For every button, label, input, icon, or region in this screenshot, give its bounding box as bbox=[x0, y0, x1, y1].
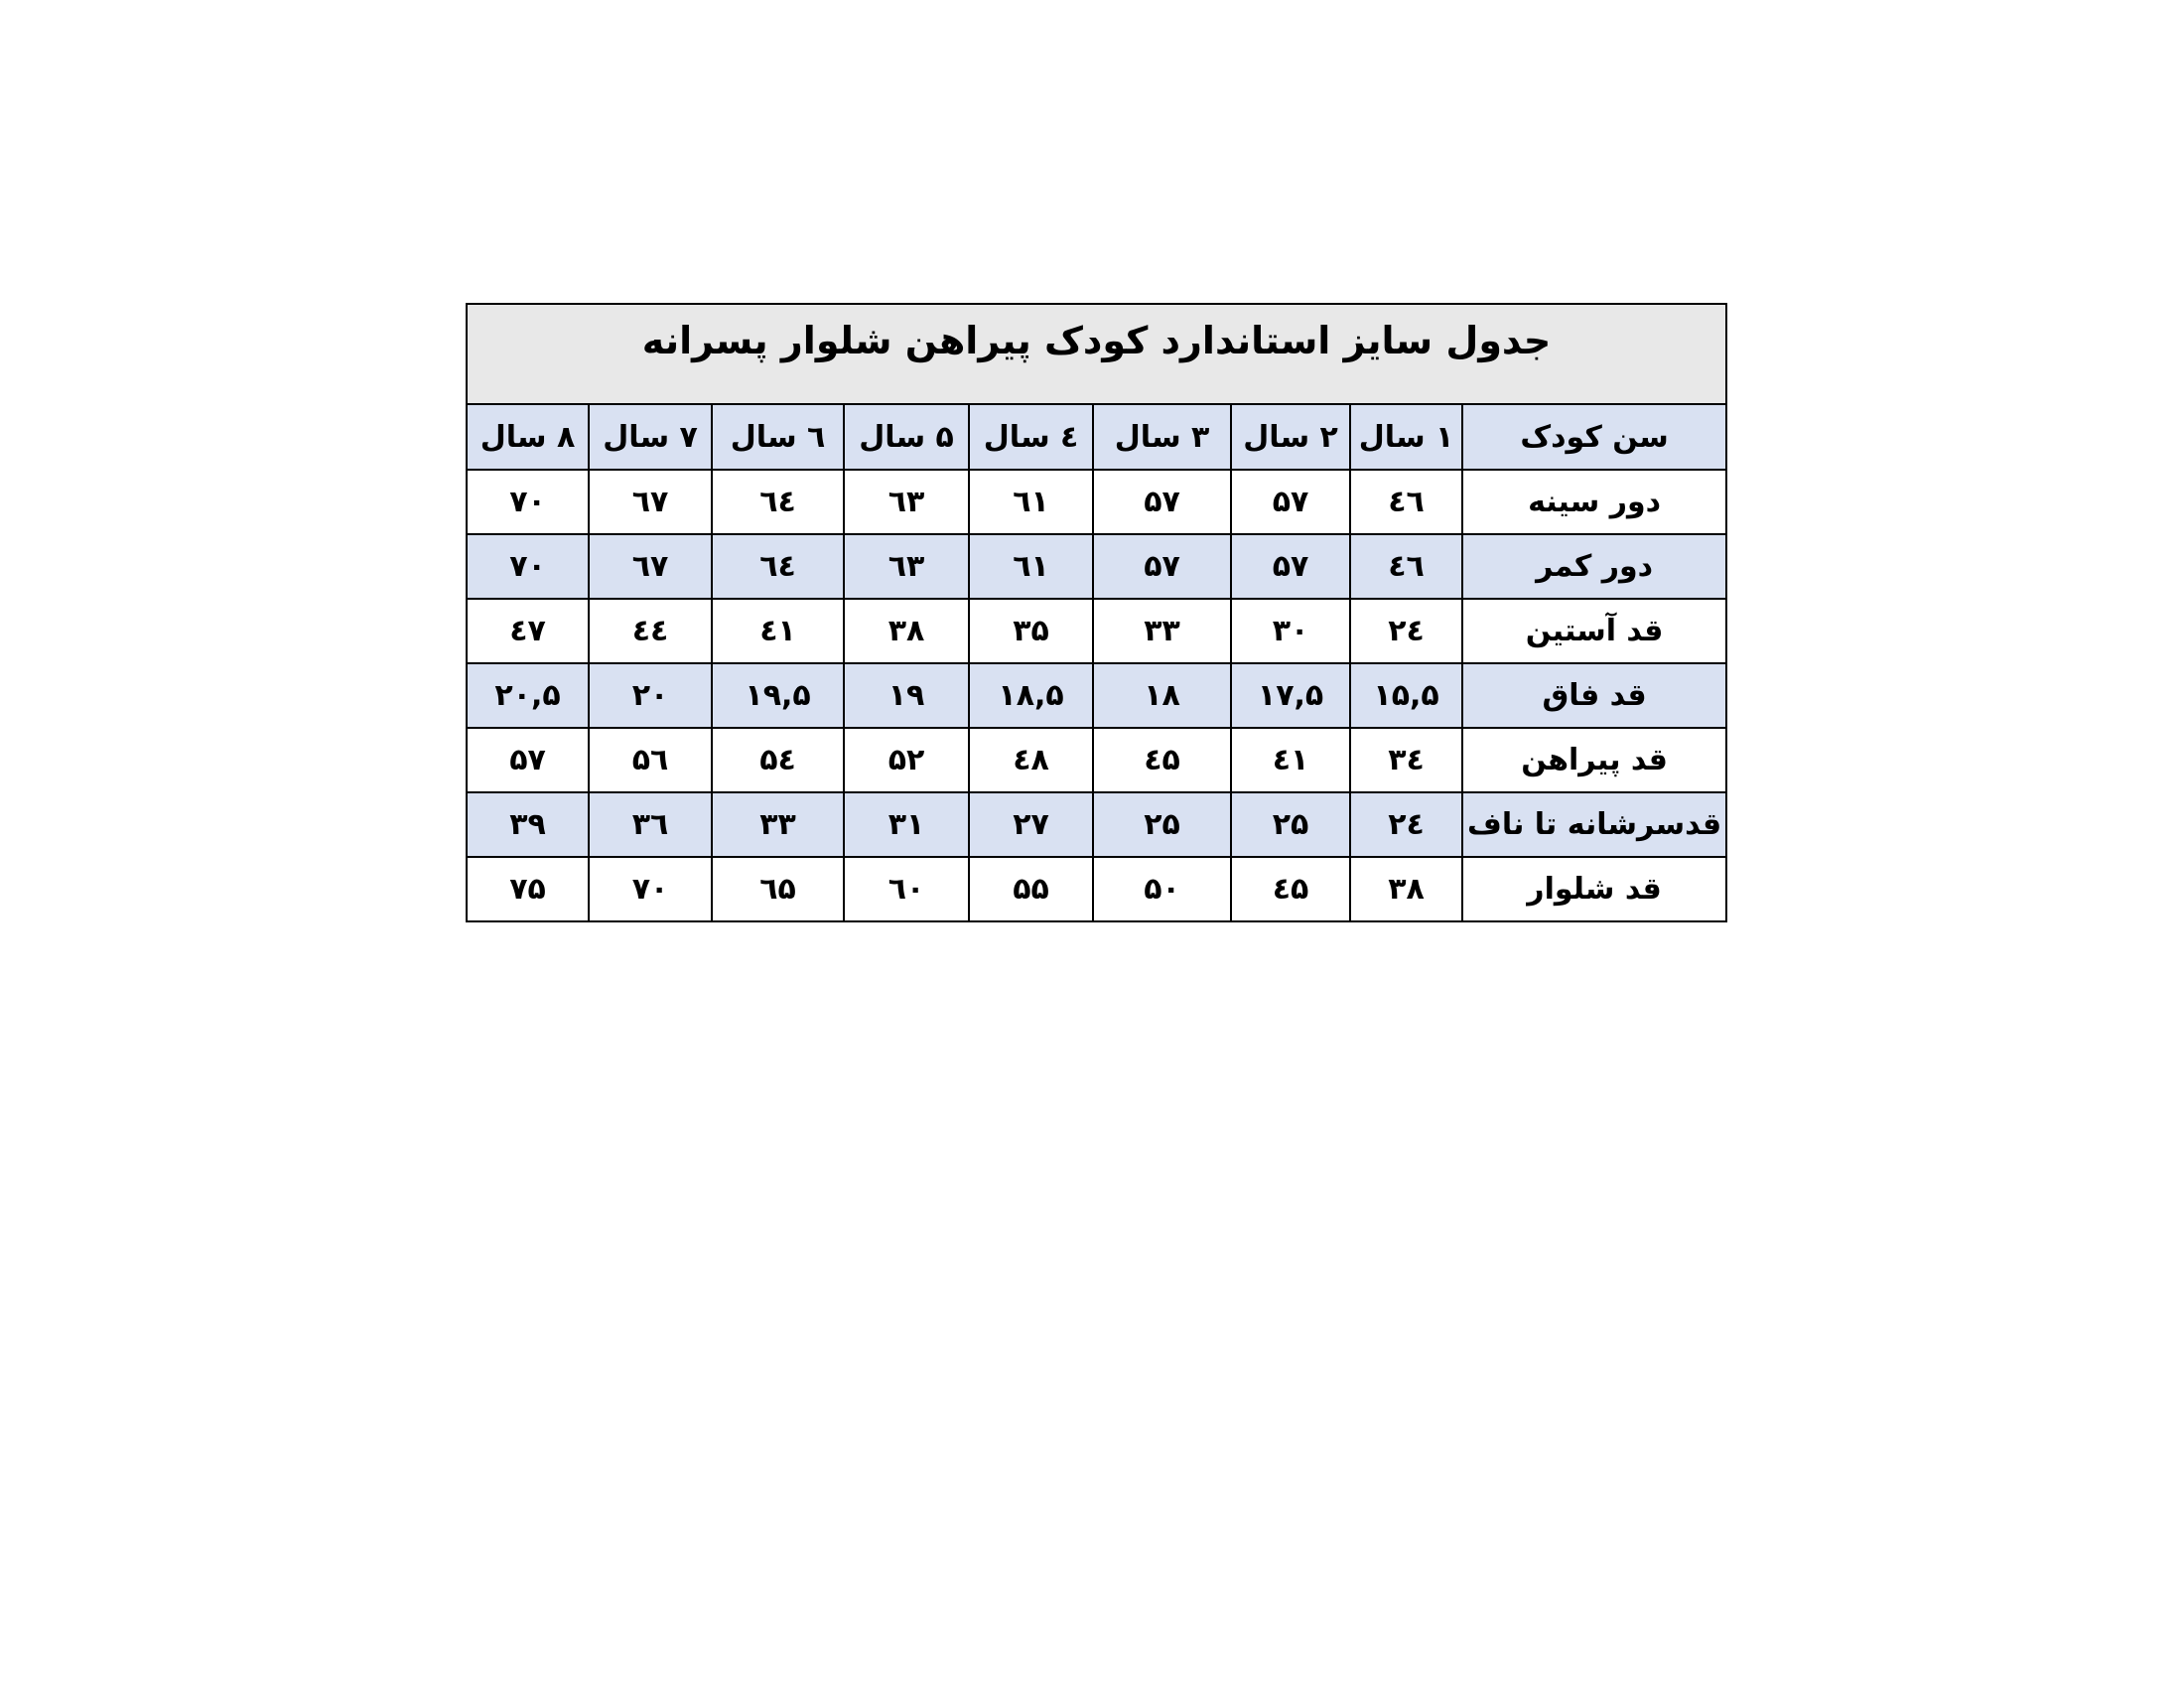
table-cell: ٦٤ bbox=[712, 470, 844, 534]
table-cell: ۳٤ bbox=[1350, 728, 1462, 792]
header-age-8: ۸ سال bbox=[467, 404, 589, 470]
table-cell: ۲۵ bbox=[1093, 792, 1231, 857]
table-row bbox=[467, 470, 1726, 534]
table-cell: ٤۷ bbox=[467, 599, 589, 663]
table-title-row bbox=[467, 304, 1726, 404]
table-body bbox=[467, 470, 1726, 921]
size-chart-table bbox=[466, 303, 1727, 922]
table-cell: ٦۷ bbox=[589, 470, 712, 534]
table-cell: ۷۰ bbox=[467, 534, 589, 599]
table-header-row bbox=[467, 404, 1726, 470]
row-label: دور سینه bbox=[1462, 470, 1726, 534]
table-cell: ٦۰ bbox=[844, 857, 969, 921]
table-cell: ٤٦ bbox=[1350, 534, 1462, 599]
table-cell: ٦۵ bbox=[712, 857, 844, 921]
row-label: قد فاق bbox=[1462, 663, 1726, 728]
table-cell: ۷۰ bbox=[467, 470, 589, 534]
table-cell: ۵٤ bbox=[712, 728, 844, 792]
header-age-5: ۵ سال bbox=[844, 404, 969, 470]
table-cell: ۱۹ bbox=[844, 663, 969, 728]
table-cell: ۵۷ bbox=[1093, 534, 1231, 599]
header-age-7: ۷ سال bbox=[589, 404, 712, 470]
table-cell: ۳۵ bbox=[969, 599, 1093, 663]
table-cell: ۱۸,۵ bbox=[969, 663, 1093, 728]
table-cell: ٤۱ bbox=[1231, 728, 1350, 792]
table-cell: ۵۷ bbox=[467, 728, 589, 792]
header-age-4: ٤ سال bbox=[969, 404, 1093, 470]
header-label-age: سن کودک bbox=[1462, 404, 1726, 470]
table-cell: ۵۲ bbox=[844, 728, 969, 792]
table-cell: ۳۸ bbox=[1350, 857, 1462, 921]
size-chart-table-container bbox=[466, 303, 1725, 922]
table-cell: ۳۳ bbox=[1093, 599, 1231, 663]
table-cell: ۲۰,۵ bbox=[467, 663, 589, 728]
table-cell: ٦۳ bbox=[844, 470, 969, 534]
table-cell: ٤۵ bbox=[1093, 728, 1231, 792]
table-cell: ٤٦ bbox=[1350, 470, 1462, 534]
table-cell: ۵۷ bbox=[1231, 470, 1350, 534]
table-row bbox=[467, 792, 1726, 857]
header-age-3: ۳ سال bbox=[1093, 404, 1231, 470]
table-cell: ۵۰ bbox=[1093, 857, 1231, 921]
table-cell: ۳۳ bbox=[712, 792, 844, 857]
row-label: قد پیراهن bbox=[1462, 728, 1726, 792]
table-cell: ٦۱ bbox=[969, 534, 1093, 599]
table-cell: ٦۱ bbox=[969, 470, 1093, 534]
table-cell: ۲۰ bbox=[589, 663, 712, 728]
table-row bbox=[467, 857, 1726, 921]
table-cell: ٤۵ bbox=[1231, 857, 1350, 921]
table-cell: ۷۵ bbox=[467, 857, 589, 921]
table-cell: ۱۹,۵ bbox=[712, 663, 844, 728]
table-cell: ۲٤ bbox=[1350, 599, 1462, 663]
table-cell: ۵٦ bbox=[589, 728, 712, 792]
header-age-2: ۲ سال bbox=[1231, 404, 1350, 470]
table-cell: ۷۰ bbox=[589, 857, 712, 921]
table-cell: ۱۷,۵ bbox=[1231, 663, 1350, 728]
table-cell: ٤۱ bbox=[712, 599, 844, 663]
table-row bbox=[467, 599, 1726, 663]
row-label: قد آستین bbox=[1462, 599, 1726, 663]
table-cell: ۱۵,۵ bbox=[1350, 663, 1462, 728]
table-cell: ۵۷ bbox=[1093, 470, 1231, 534]
table-cell: ۳۹ bbox=[467, 792, 589, 857]
table-row bbox=[467, 663, 1726, 728]
table-cell: ۳٦ bbox=[589, 792, 712, 857]
header-age-1: ۱ سال bbox=[1350, 404, 1462, 470]
table-cell: ٤۸ bbox=[969, 728, 1093, 792]
table-cell: ۲٤ bbox=[1350, 792, 1462, 857]
table-cell: ۵۷ bbox=[1231, 534, 1350, 599]
table-cell: ٦۳ bbox=[844, 534, 969, 599]
table-cell: ۳۰ bbox=[1231, 599, 1350, 663]
table-cell: ٤٤ bbox=[589, 599, 712, 663]
header-age-6: ٦ سال bbox=[712, 404, 844, 470]
row-label: قد شلوار bbox=[1462, 857, 1726, 921]
row-label: قدسرشانه تا ناف bbox=[1462, 792, 1726, 857]
table-cell: ٦۷ bbox=[589, 534, 712, 599]
table-cell: ۳۱ bbox=[844, 792, 969, 857]
row-label: دور کمر bbox=[1462, 534, 1726, 599]
table-cell: ۲۵ bbox=[1231, 792, 1350, 857]
table-cell: ۳۸ bbox=[844, 599, 969, 663]
table-row bbox=[467, 534, 1726, 599]
table-cell: ۲۷ bbox=[969, 792, 1093, 857]
table-cell: ۵۵ bbox=[969, 857, 1093, 921]
table-cell: ۱۸ bbox=[1093, 663, 1231, 728]
table-row bbox=[467, 728, 1726, 792]
table-cell: ٦٤ bbox=[712, 534, 844, 599]
table-title: جدول سایز استاندارد کودک پیراهن شلوار پسرانه bbox=[467, 304, 1726, 404]
